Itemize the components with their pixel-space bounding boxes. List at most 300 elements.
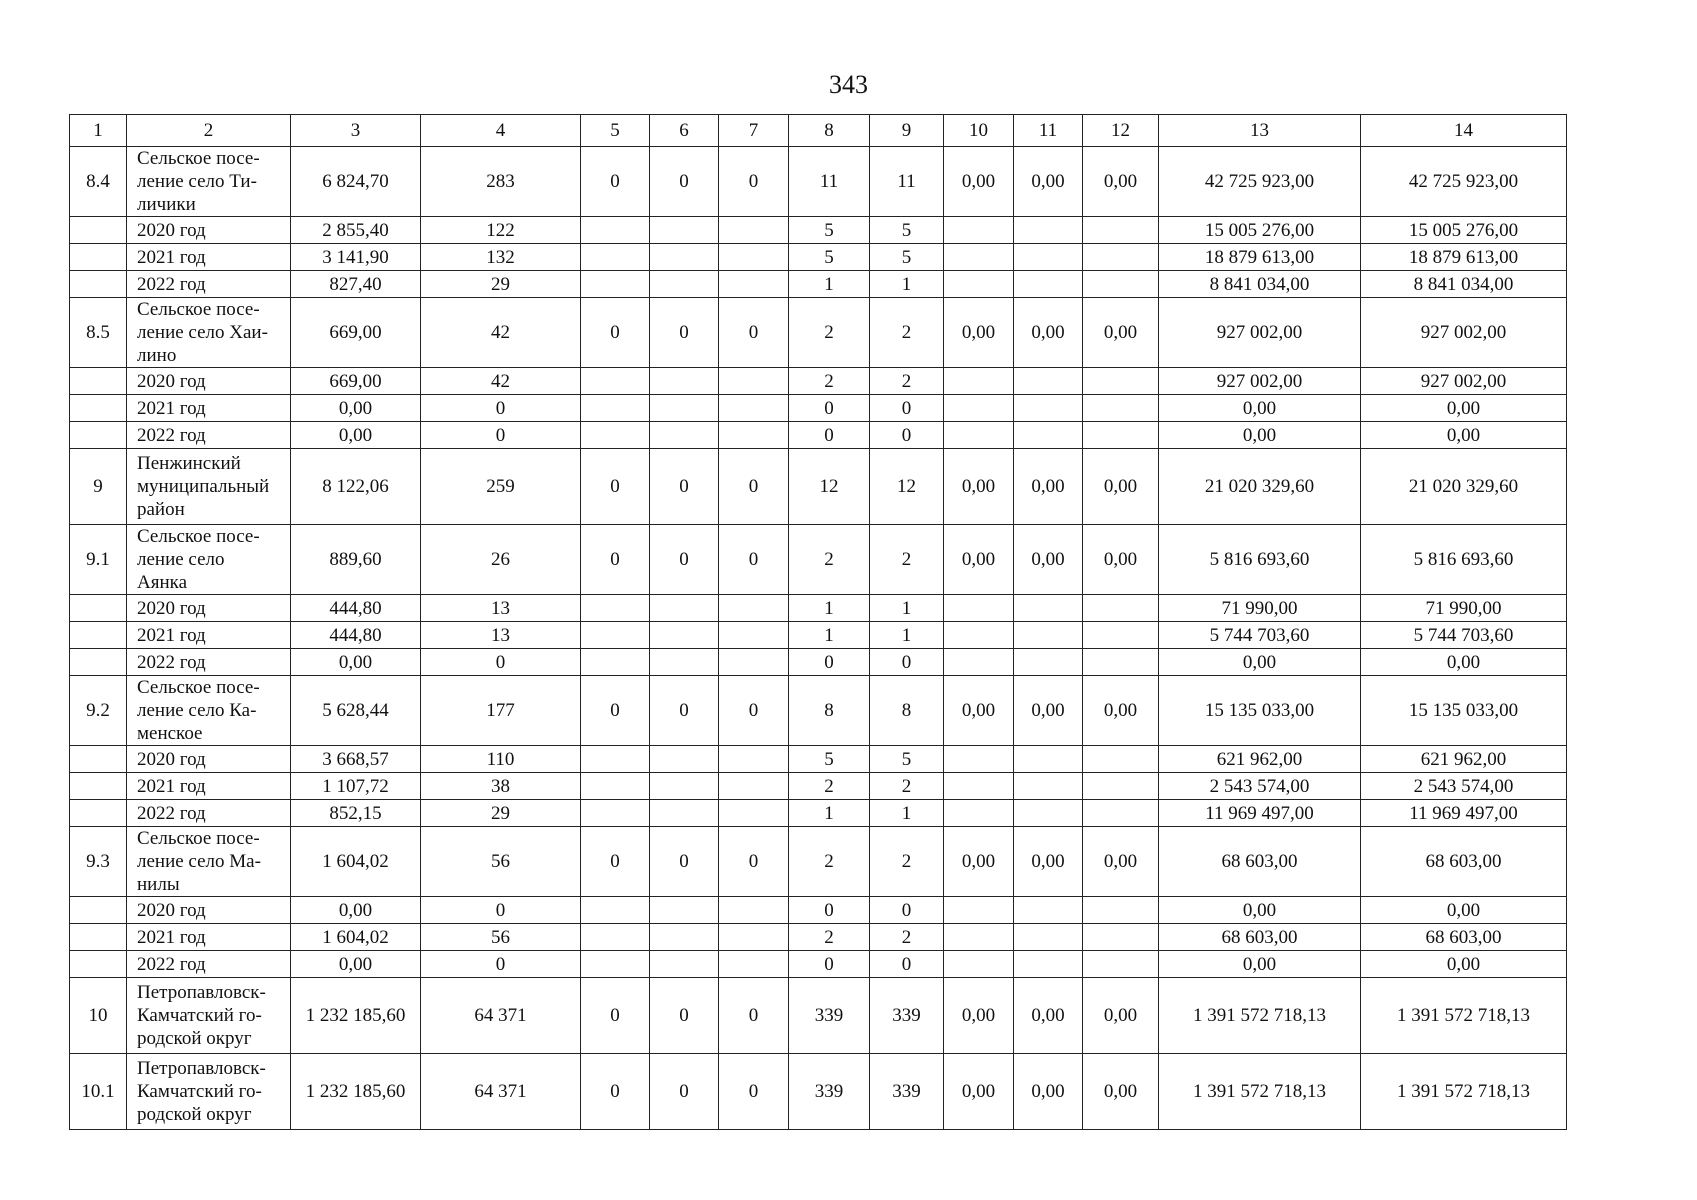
table-cell: 21 020 329,60 (1159, 449, 1361, 525)
table-cell: 339 (789, 978, 870, 1054)
table-cell: 2 (870, 525, 944, 595)
row-name-cell: 2022 год (127, 951, 291, 978)
table-cell: 0 (421, 951, 581, 978)
header-cell: 8 (789, 115, 870, 147)
table-cell: 0,00 (291, 951, 421, 978)
table-cell: 339 (789, 1054, 870, 1130)
table-cell: 0,00 (1083, 1054, 1159, 1130)
row-name-cell: 2021 год (127, 244, 291, 271)
table-cell (944, 395, 1014, 422)
table-cell (650, 271, 719, 298)
table-cell (581, 395, 650, 422)
table-cell: 927 002,00 (1361, 368, 1567, 395)
table-cell: 3 668,57 (291, 746, 421, 773)
table-cell (1083, 773, 1159, 800)
table-cell: 0 (650, 449, 719, 525)
table-cell: 0,00 (1083, 827, 1159, 897)
table-cell (1083, 622, 1159, 649)
table-cell (650, 746, 719, 773)
table-cell (1014, 773, 1083, 800)
table-cell: 0 (650, 978, 719, 1054)
table-row (70, 924, 1567, 951)
table-cell: 0,00 (1014, 298, 1083, 368)
header-cell: 13 (1159, 115, 1361, 147)
table-cell: 1 (870, 622, 944, 649)
table-cell: 6 824,70 (291, 147, 421, 217)
row-name-cell: 2020 год (127, 595, 291, 622)
row-name-cell: 2021 год (127, 773, 291, 800)
table-cell: 15 135 033,00 (1159, 676, 1361, 746)
table-row (70, 217, 1567, 244)
row-name-cell: 2021 год (127, 622, 291, 649)
table-cell: 11 (789, 147, 870, 217)
table-cell: 38 (421, 773, 581, 800)
table-cell (650, 924, 719, 951)
table-cell (719, 649, 789, 676)
row-name-cell: 2020 год (127, 368, 291, 395)
table-cell (1014, 368, 1083, 395)
table-cell: 0,00 (1159, 422, 1361, 449)
table-cell: 0 (719, 525, 789, 595)
table-cell: 68 603,00 (1361, 827, 1567, 897)
table-cell: 0 (870, 395, 944, 422)
table-cell: 26 (421, 525, 581, 595)
table-cell (944, 649, 1014, 676)
table-cell (581, 422, 650, 449)
table-row (70, 827, 1567, 897)
header-cell: 14 (1361, 115, 1567, 147)
table-cell: 0 (789, 897, 870, 924)
table-cell: 1 (870, 271, 944, 298)
header-cell: 1 (70, 115, 127, 147)
table-cell: 0 (581, 298, 650, 368)
table-cell: 0 (870, 951, 944, 978)
table-cell: 1 604,02 (291, 827, 421, 897)
row-name-cell: Петропавловск- Камчатский го- родской округ (127, 978, 291, 1054)
table-cell (650, 595, 719, 622)
table-row (70, 676, 1567, 746)
table-cell: 0,00 (291, 649, 421, 676)
table-cell: 0,00 (1361, 395, 1567, 422)
table-cell (1014, 422, 1083, 449)
table-cell: 0 (870, 897, 944, 924)
table-cell: 0,00 (1361, 422, 1567, 449)
table-cell (719, 622, 789, 649)
table-cell (1083, 746, 1159, 773)
table-cell: 1 (870, 595, 944, 622)
table-cell: 2 (789, 525, 870, 595)
table-cell: 5 816 693,60 (1361, 525, 1567, 595)
header-row (70, 115, 1567, 147)
table-cell (1083, 395, 1159, 422)
table-row (70, 271, 1567, 298)
table-cell: 5 744 703,60 (1159, 622, 1361, 649)
table-row (70, 298, 1567, 368)
table-cell (719, 924, 789, 951)
table-cell: 0 (870, 649, 944, 676)
table-cell: 0,00 (944, 827, 1014, 897)
table-cell: 5 744 703,60 (1361, 622, 1567, 649)
table-cell (1083, 800, 1159, 827)
data-table (69, 114, 1567, 1130)
table-cell: 0,00 (1014, 525, 1083, 595)
table-cell: 0,00 (1083, 525, 1159, 595)
row-name-cell: 2022 год (127, 422, 291, 449)
table-cell: 0,00 (1159, 897, 1361, 924)
table-cell (944, 422, 1014, 449)
table-cell: 1 (789, 622, 870, 649)
table-cell: 8 122,06 (291, 449, 421, 525)
table-cell: 1 (789, 595, 870, 622)
table-cell (1083, 244, 1159, 271)
row-name-cell: 2022 год (127, 800, 291, 827)
table-cell (650, 244, 719, 271)
table-cell (719, 217, 789, 244)
header-cell: 9 (870, 115, 944, 147)
table-cell: 0,00 (944, 298, 1014, 368)
table-cell (1083, 924, 1159, 951)
table-cell: 5 (870, 746, 944, 773)
table-cell: 927 002,00 (1159, 368, 1361, 395)
table-cell (1014, 924, 1083, 951)
table-cell (1083, 368, 1159, 395)
table-cell (70, 271, 127, 298)
table-cell: 15 005 276,00 (1361, 217, 1567, 244)
table-cell: 122 (421, 217, 581, 244)
table-cell (944, 622, 1014, 649)
table-cell: 0 (421, 395, 581, 422)
table-cell: 8.4 (70, 147, 127, 217)
header-cell: 3 (291, 115, 421, 147)
row-name-cell: Пенжинский муниципальный район (127, 449, 291, 525)
table-cell (70, 368, 127, 395)
table-cell: 42 (421, 298, 581, 368)
table-cell (581, 622, 650, 649)
table-cell: 12 (789, 449, 870, 525)
table-cell (581, 217, 650, 244)
table-cell: 0 (650, 827, 719, 897)
table-cell: 2 (870, 298, 944, 368)
table-cell (581, 368, 650, 395)
table-row (70, 244, 1567, 271)
table-cell (1014, 951, 1083, 978)
table-cell: 29 (421, 800, 581, 827)
table-cell: 283 (421, 147, 581, 217)
row-name-cell: 2020 год (127, 746, 291, 773)
table-cell: 11 969 497,00 (1159, 800, 1361, 827)
table-cell (650, 217, 719, 244)
table-cell: 339 (870, 1054, 944, 1130)
table-cell: 1 107,72 (291, 773, 421, 800)
table-cell (944, 746, 1014, 773)
table-cell (581, 951, 650, 978)
table-cell (1014, 217, 1083, 244)
table-cell: 42 725 923,00 (1361, 147, 1567, 217)
table-cell: 339 (870, 978, 944, 1054)
table-cell: 8 841 034,00 (1159, 271, 1361, 298)
header-cell: 2 (127, 115, 291, 147)
table-cell: 2 (789, 298, 870, 368)
table-cell: 621 962,00 (1361, 746, 1567, 773)
table-cell (581, 649, 650, 676)
table-cell (719, 773, 789, 800)
table-cell: 1 (789, 800, 870, 827)
table-row (70, 978, 1567, 1054)
table-cell: 444,80 (291, 595, 421, 622)
table-cell: 0,00 (1014, 147, 1083, 217)
row-name-cell: Сельское посе- ление село Ка- менское (127, 676, 291, 746)
table-cell: 18 879 613,00 (1159, 244, 1361, 271)
table-cell (944, 217, 1014, 244)
header-cell: 6 (650, 115, 719, 147)
table-cell: 11 969 497,00 (1361, 800, 1567, 827)
table-cell (650, 773, 719, 800)
table-cell (650, 395, 719, 422)
table-body (70, 115, 1567, 1130)
table-cell (650, 622, 719, 649)
table-cell: 10.1 (70, 1054, 127, 1130)
table-cell (719, 595, 789, 622)
table-cell (70, 622, 127, 649)
table-cell (70, 649, 127, 676)
header-cell: 4 (421, 115, 581, 147)
table-cell (650, 897, 719, 924)
table-cell: 669,00 (291, 368, 421, 395)
table-cell: 2 (789, 368, 870, 395)
table-cell: 177 (421, 676, 581, 746)
table-cell: 2 543 574,00 (1159, 773, 1361, 800)
table-row (70, 897, 1567, 924)
table-cell (719, 422, 789, 449)
table-cell: 852,15 (291, 800, 421, 827)
table-cell (1014, 897, 1083, 924)
table-cell: 5 816 693,60 (1159, 525, 1361, 595)
table-cell: 0,00 (1361, 649, 1567, 676)
table-cell (581, 897, 650, 924)
table-cell: 56 (421, 924, 581, 951)
table-cell: 669,00 (291, 298, 421, 368)
table-cell (944, 897, 1014, 924)
table-cell: 0,00 (1014, 449, 1083, 525)
table-cell (944, 368, 1014, 395)
table-cell: 0,00 (1014, 827, 1083, 897)
table-cell: 64 371 (421, 978, 581, 1054)
table-cell: 0,00 (944, 147, 1014, 217)
header-cell: 10 (944, 115, 1014, 147)
table-cell: 8 (789, 676, 870, 746)
table-cell (70, 746, 127, 773)
table-cell: 0 (719, 978, 789, 1054)
table-row (70, 147, 1567, 217)
table-cell (650, 800, 719, 827)
table-cell (581, 924, 650, 951)
table-row (70, 422, 1567, 449)
table-cell: 0,00 (1159, 395, 1361, 422)
table-cell: 1 232 185,60 (291, 978, 421, 1054)
table-cell (1083, 595, 1159, 622)
table-cell (581, 746, 650, 773)
table-cell: 5 (870, 217, 944, 244)
table-cell (581, 271, 650, 298)
table-cell: 15 135 033,00 (1361, 676, 1567, 746)
table-cell: 5 (789, 217, 870, 244)
table-cell: 0 (581, 525, 650, 595)
table-cell: 110 (421, 746, 581, 773)
table-cell: 42 (421, 368, 581, 395)
table-cell: 1 604,02 (291, 924, 421, 951)
table-cell: 0 (581, 1054, 650, 1130)
table-cell (70, 800, 127, 827)
table-cell: 0,00 (1014, 1054, 1083, 1130)
table-cell: 0,00 (944, 525, 1014, 595)
table-cell: 9.1 (70, 525, 127, 595)
table-cell: 0 (581, 827, 650, 897)
table-cell: 0 (650, 147, 719, 217)
row-name-cell: Сельское посе- ление село Аянка (127, 525, 291, 595)
table-cell: 827,40 (291, 271, 421, 298)
table-cell (1083, 649, 1159, 676)
table-cell: 0 (719, 827, 789, 897)
table-cell: 1 391 572 718,13 (1159, 1054, 1361, 1130)
table-cell: 9 (70, 449, 127, 525)
table-cell (719, 271, 789, 298)
table-cell (70, 773, 127, 800)
table-cell: 0,00 (1014, 676, 1083, 746)
row-name-cell: Сельское посе- ление село Ма- нилы (127, 827, 291, 897)
table-cell (944, 800, 1014, 827)
table-cell: 71 990,00 (1159, 595, 1361, 622)
table-cell: 2 (870, 368, 944, 395)
row-name-cell: Сельское посе- ление село Хаи- лино (127, 298, 291, 368)
table-cell (70, 924, 127, 951)
table-cell: 0 (581, 676, 650, 746)
table-cell: 5 (870, 244, 944, 271)
table-cell: 0,00 (1361, 951, 1567, 978)
table-row (70, 622, 1567, 649)
table-cell (650, 368, 719, 395)
table-cell (719, 897, 789, 924)
table-cell: 0 (421, 422, 581, 449)
table-cell: 0 (719, 147, 789, 217)
table-cell: 2 855,40 (291, 217, 421, 244)
table-cell: 8.5 (70, 298, 127, 368)
table-cell (944, 271, 1014, 298)
table-cell (944, 244, 1014, 271)
header-cell: 11 (1014, 115, 1083, 147)
row-name-cell: 2021 год (127, 924, 291, 951)
table-cell: 64 371 (421, 1054, 581, 1130)
table-cell: 0 (650, 1054, 719, 1130)
table-cell: 0 (789, 422, 870, 449)
table-cell: 10 (70, 978, 127, 1054)
table-row (70, 746, 1567, 773)
table-cell: 0,00 (1014, 978, 1083, 1054)
table-cell: 0,00 (1083, 298, 1159, 368)
table-cell: 0 (719, 298, 789, 368)
table-cell: 0 (650, 525, 719, 595)
table-cell: 0 (421, 649, 581, 676)
table-cell (70, 395, 127, 422)
table-cell: 3 141,90 (291, 244, 421, 271)
table-cell: 12 (870, 449, 944, 525)
row-name-cell: Сельское посе- ление село Ти- личики (127, 147, 291, 217)
table-cell: 0,00 (1083, 449, 1159, 525)
table-cell (650, 951, 719, 978)
table-cell (1083, 271, 1159, 298)
table-cell (1014, 271, 1083, 298)
table-cell: 29 (421, 271, 581, 298)
table-cell: 18 879 613,00 (1361, 244, 1567, 271)
table-cell (719, 368, 789, 395)
table-cell (70, 897, 127, 924)
row-name-cell: 2020 год (127, 897, 291, 924)
table-cell: 0 (581, 449, 650, 525)
table-cell: 11 (870, 147, 944, 217)
table-cell: 5 628,44 (291, 676, 421, 746)
table-cell (1014, 649, 1083, 676)
table-cell (944, 924, 1014, 951)
table-cell: 0,00 (1159, 649, 1361, 676)
table-cell: 8 (870, 676, 944, 746)
table-cell: 68 603,00 (1159, 924, 1361, 951)
table-cell (1014, 595, 1083, 622)
table-cell: 2 (789, 924, 870, 951)
table-cell: 2 (789, 827, 870, 897)
table-cell (719, 951, 789, 978)
table-cell (70, 217, 127, 244)
table-cell: 0 (719, 1054, 789, 1130)
table-cell (581, 800, 650, 827)
row-name-cell: 2022 год (127, 649, 291, 676)
table-cell: 0 (650, 298, 719, 368)
table-row (70, 525, 1567, 595)
table-cell: 0 (719, 449, 789, 525)
header-cell: 12 (1083, 115, 1159, 147)
table-cell: 0 (719, 676, 789, 746)
table-cell (719, 244, 789, 271)
table-cell: 0 (789, 951, 870, 978)
table-cell (581, 773, 650, 800)
table-row (70, 395, 1567, 422)
table-cell: 15 005 276,00 (1159, 217, 1361, 244)
table-cell (1014, 244, 1083, 271)
row-name-cell: 2022 год (127, 271, 291, 298)
table-cell: 0 (581, 147, 650, 217)
table-cell (70, 951, 127, 978)
table-row (70, 649, 1567, 676)
table-cell (719, 800, 789, 827)
table-cell (581, 595, 650, 622)
table-cell: 68 603,00 (1159, 827, 1361, 897)
table-cell (1083, 217, 1159, 244)
table-cell (70, 422, 127, 449)
table-cell: 0 (789, 395, 870, 422)
table-cell: 0,00 (291, 395, 421, 422)
table-cell: 56 (421, 827, 581, 897)
table-cell: 68 603,00 (1361, 924, 1567, 951)
row-name-cell: Петропавловск- Камчатский го- родской округ (127, 1054, 291, 1130)
table-cell (1014, 395, 1083, 422)
table-cell: 621 962,00 (1159, 746, 1361, 773)
table-cell (650, 422, 719, 449)
table-cell: 9.3 (70, 827, 127, 897)
table-cell (581, 244, 650, 271)
table-cell: 1 391 572 718,13 (1159, 978, 1361, 1054)
table-cell: 259 (421, 449, 581, 525)
header-cell: 5 (581, 115, 650, 147)
table-cell (719, 746, 789, 773)
table-cell (650, 649, 719, 676)
